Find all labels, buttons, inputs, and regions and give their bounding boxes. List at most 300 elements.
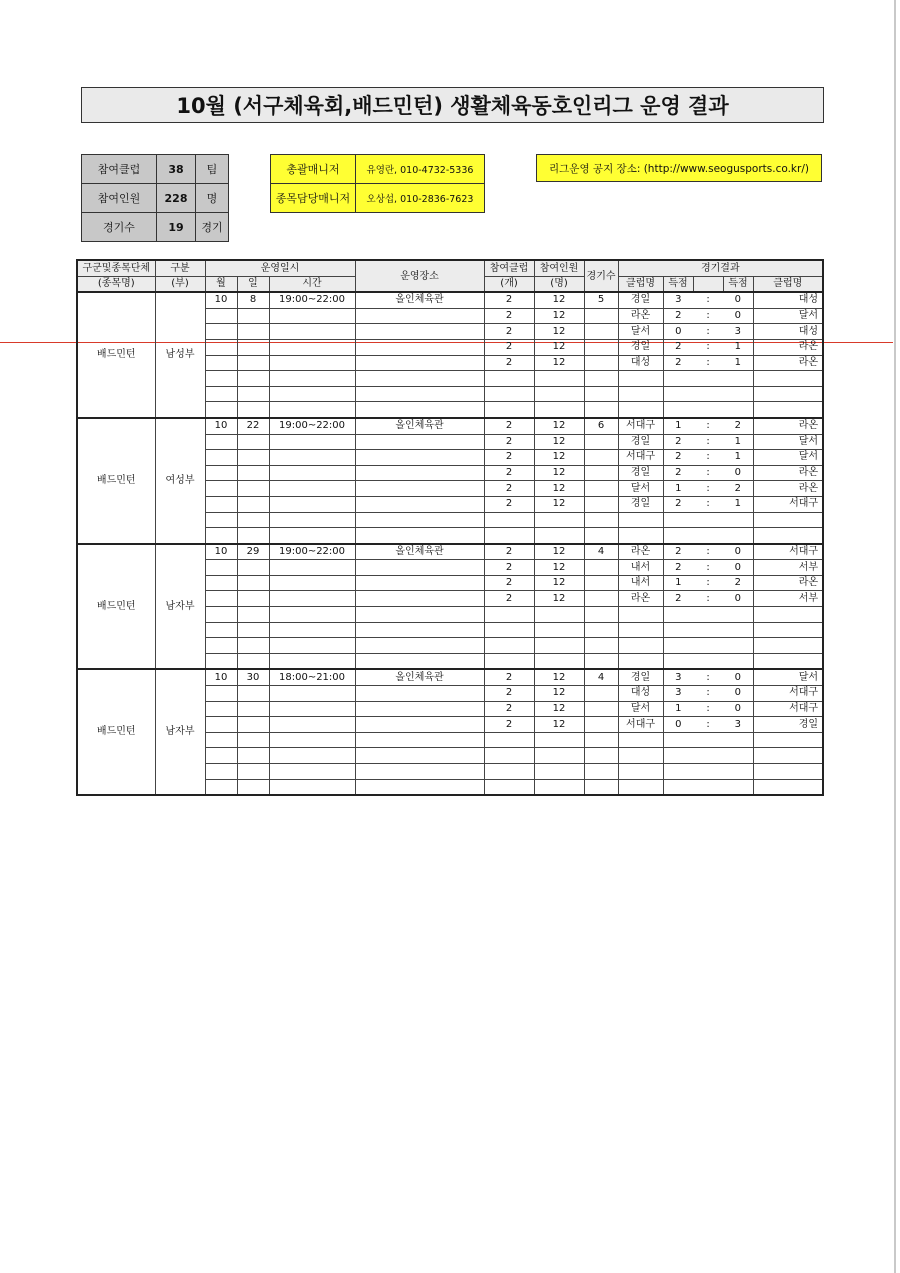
- score-cell: [663, 402, 693, 418]
- games-cell: [584, 560, 618, 576]
- venue-cell: [355, 560, 484, 576]
- people-cell: [534, 764, 584, 780]
- month-cell: [205, 686, 237, 702]
- games-cell: [584, 622, 618, 638]
- score-separator: [693, 622, 723, 638]
- games-cell: [584, 686, 618, 702]
- month-cell: [205, 717, 237, 733]
- score-cell: [663, 386, 693, 402]
- time-cell: 18:00~21:00: [269, 669, 355, 685]
- club-name-cell-2: [753, 512, 823, 528]
- manager-role: 총괄매니저: [271, 155, 356, 184]
- header-people-sub: (명): [534, 276, 584, 292]
- score-separator: :: [693, 575, 723, 591]
- club-name-cell: 내서: [618, 560, 663, 576]
- club-name-cell: [618, 748, 663, 764]
- month-cell: [205, 638, 237, 654]
- clubs-cell: 2: [484, 701, 534, 717]
- day-cell: 22: [237, 418, 269, 434]
- score-separator: :: [693, 324, 723, 340]
- score-cell: [723, 371, 753, 387]
- clubs-cell: 2: [484, 355, 534, 371]
- score-cell: 1: [663, 481, 693, 497]
- score-cell: 0: [723, 544, 753, 560]
- club-name-cell-2: 라온: [753, 465, 823, 481]
- result-group: [77, 669, 823, 795]
- people-cell: 12: [534, 465, 584, 481]
- club-name-cell-2: 서부: [753, 560, 823, 576]
- venue-cell: [355, 371, 484, 387]
- month-cell: [205, 560, 237, 576]
- score-cell: 0: [663, 324, 693, 340]
- time-cell: [269, 450, 355, 466]
- score-separator: :: [693, 481, 723, 497]
- result-group: [77, 418, 823, 544]
- people-cell: 12: [534, 292, 584, 308]
- people-cell: 12: [534, 591, 584, 607]
- games-cell: [584, 591, 618, 607]
- score-cell: 3: [723, 717, 753, 733]
- sport-cell: 배드민턴: [77, 544, 155, 670]
- scan-edge: [894, 0, 896, 1273]
- games-cell: [584, 496, 618, 512]
- month-cell: [205, 339, 237, 355]
- venue-cell: [355, 779, 484, 795]
- header-people: 참여인원: [534, 260, 584, 276]
- header-org: 구군및종목단체: [77, 260, 155, 276]
- games-cell: 4: [584, 669, 618, 685]
- people-cell: 12: [534, 450, 584, 466]
- sport-cell: 배드민턴: [77, 669, 155, 795]
- stat-row: [82, 213, 229, 242]
- score-cell: [723, 764, 753, 780]
- venue-cell: 올인체육관: [355, 418, 484, 434]
- month-cell: 10: [205, 669, 237, 685]
- time-cell: [269, 434, 355, 450]
- header-club-name: 클럽명: [618, 276, 663, 292]
- club-name-cell-2: 라온: [753, 418, 823, 434]
- month-cell: [205, 622, 237, 638]
- clubs-cell: [484, 512, 534, 528]
- month-cell: [205, 607, 237, 623]
- day-cell: [237, 717, 269, 733]
- score-cell: 3: [663, 669, 693, 685]
- venue-cell: [355, 764, 484, 780]
- stat-row: [82, 155, 229, 184]
- clubs-cell: 2: [484, 450, 534, 466]
- games-cell: [584, 402, 618, 418]
- time-cell: [269, 591, 355, 607]
- games-cell: [584, 371, 618, 387]
- day-cell: [237, 607, 269, 623]
- day-cell: [237, 371, 269, 387]
- clubs-cell: 2: [484, 465, 534, 481]
- day-cell: [237, 686, 269, 702]
- score-cell: 0: [723, 560, 753, 576]
- score-separator: [693, 748, 723, 764]
- score-cell: [723, 622, 753, 638]
- games-cell: [584, 355, 618, 371]
- club-name-cell: 경일: [618, 339, 663, 355]
- day-cell: [237, 402, 269, 418]
- score-cell: [663, 764, 693, 780]
- score-cell: [723, 748, 753, 764]
- score-cell: 0: [723, 465, 753, 481]
- people-cell: 12: [534, 418, 584, 434]
- stat-value: 228: [157, 184, 196, 213]
- time-cell: [269, 465, 355, 481]
- stat-value: 19: [157, 213, 196, 242]
- venue-cell: [355, 324, 484, 340]
- games-cell: [584, 308, 618, 324]
- month-cell: [205, 386, 237, 402]
- games-cell: [584, 607, 618, 623]
- header-day: 일: [237, 276, 269, 292]
- club-name-cell: 대성: [618, 686, 663, 702]
- venue-cell: [355, 591, 484, 607]
- games-cell: [584, 638, 618, 654]
- score-cell: [663, 528, 693, 544]
- day-cell: [237, 575, 269, 591]
- club-name-cell: [618, 528, 663, 544]
- day-cell: [237, 465, 269, 481]
- venue-cell: [355, 512, 484, 528]
- games-cell: [584, 748, 618, 764]
- day-cell: [237, 355, 269, 371]
- clubs-cell: 2: [484, 496, 534, 512]
- score-separator: :: [693, 717, 723, 733]
- day-cell: [237, 481, 269, 497]
- score-separator: [693, 528, 723, 544]
- table-row: [77, 418, 823, 434]
- games-cell: [584, 653, 618, 669]
- score-cell: 0: [723, 292, 753, 308]
- venue-cell: [355, 434, 484, 450]
- score-cell: 2: [723, 418, 753, 434]
- time-cell: [269, 481, 355, 497]
- people-cell: [534, 386, 584, 402]
- day-cell: [237, 339, 269, 355]
- club-name-cell-2: [753, 622, 823, 638]
- clubs-cell: [484, 764, 534, 780]
- games-cell: [584, 764, 618, 780]
- venue-cell: [355, 339, 484, 355]
- club-name-cell-2: [753, 653, 823, 669]
- month-cell: [205, 764, 237, 780]
- day-cell: [237, 560, 269, 576]
- club-name-cell: 라온: [618, 544, 663, 560]
- score-separator: :: [693, 450, 723, 466]
- time-cell: [269, 496, 355, 512]
- clubs-cell: 2: [484, 324, 534, 340]
- time-cell: [269, 560, 355, 576]
- stat-value: 38: [157, 155, 196, 184]
- score-separator: [693, 371, 723, 387]
- header-month: 월: [205, 276, 237, 292]
- club-name-cell-2: 달서: [753, 434, 823, 450]
- time-cell: [269, 512, 355, 528]
- people-cell: 12: [534, 355, 584, 371]
- score-cell: 3: [663, 686, 693, 702]
- score-cell: [663, 622, 693, 638]
- games-cell: [584, 465, 618, 481]
- month-cell: [205, 653, 237, 669]
- clubs-cell: 2: [484, 339, 534, 355]
- venue-cell: [355, 607, 484, 623]
- score-separator: [693, 607, 723, 623]
- people-cell: 12: [534, 544, 584, 560]
- score-cell: 2: [723, 481, 753, 497]
- games-cell: [584, 575, 618, 591]
- score-cell: 1: [663, 575, 693, 591]
- games-cell: [584, 450, 618, 466]
- venue-cell: [355, 717, 484, 733]
- score-cell: [663, 653, 693, 669]
- day-cell: [237, 324, 269, 340]
- month-cell: [205, 496, 237, 512]
- score-separator: :: [693, 544, 723, 560]
- header-venue: 운영장소: [355, 260, 484, 292]
- score-cell: [723, 732, 753, 748]
- people-cell: [534, 402, 584, 418]
- manager-role: 종목담당매니저: [271, 184, 356, 213]
- score-cell: 3: [723, 324, 753, 340]
- time-cell: [269, 779, 355, 795]
- people-cell: [534, 779, 584, 795]
- clubs-cell: 2: [484, 717, 534, 733]
- stat-label: 참여인원: [82, 184, 157, 213]
- score-separator: [693, 402, 723, 418]
- month-cell: [205, 308, 237, 324]
- score-cell: 0: [723, 701, 753, 717]
- venue-cell: [355, 638, 484, 654]
- month-cell: [205, 465, 237, 481]
- time-cell: [269, 653, 355, 669]
- club-name-cell-2: 서대구: [753, 686, 823, 702]
- club-name-cell-2: 달서: [753, 669, 823, 685]
- score-cell: [663, 512, 693, 528]
- day-cell: [237, 434, 269, 450]
- clubs-cell: [484, 386, 534, 402]
- club-name-cell: [618, 512, 663, 528]
- club-name-cell-2: 대성: [753, 324, 823, 340]
- club-name-cell-2: [753, 402, 823, 418]
- club-name-cell: 경일: [618, 292, 663, 308]
- time-cell: [269, 339, 355, 355]
- venue-cell: [355, 496, 484, 512]
- score-separator: :: [693, 465, 723, 481]
- day-cell: [237, 748, 269, 764]
- manager-contact: 유영란, 010-4732-5336: [356, 155, 485, 184]
- stat-label: 참여클럽: [82, 155, 157, 184]
- club-name-cell-2: 달서: [753, 450, 823, 466]
- month-cell: [205, 528, 237, 544]
- club-name-cell: 대성: [618, 355, 663, 371]
- club-name-cell-2: [753, 386, 823, 402]
- time-cell: [269, 622, 355, 638]
- games-cell: [584, 386, 618, 402]
- sport-cell: 배드민턴: [77, 418, 155, 544]
- club-name-cell-2: 대성: [753, 292, 823, 308]
- clubs-cell: [484, 779, 534, 795]
- club-name-cell: [618, 607, 663, 623]
- clubs-cell: 2: [484, 560, 534, 576]
- club-name-cell-2: [753, 764, 823, 780]
- people-cell: [534, 732, 584, 748]
- club-name-cell-2: [753, 732, 823, 748]
- day-cell: [237, 764, 269, 780]
- people-cell: [534, 371, 584, 387]
- day-cell: [237, 653, 269, 669]
- day-cell: [237, 450, 269, 466]
- clubs-cell: [484, 607, 534, 623]
- time-cell: [269, 402, 355, 418]
- club-name-cell-2: 라온: [753, 481, 823, 497]
- venue-cell: [355, 386, 484, 402]
- time-cell: [269, 355, 355, 371]
- month-cell: 10: [205, 292, 237, 308]
- time-cell: [269, 371, 355, 387]
- club-name-cell: [618, 653, 663, 669]
- header-division: 구분: [155, 260, 205, 276]
- club-name-cell-2: [753, 638, 823, 654]
- club-name-cell: [618, 386, 663, 402]
- score-cell: 2: [663, 591, 693, 607]
- games-cell: [584, 434, 618, 450]
- venue-cell: [355, 686, 484, 702]
- header-row: [77, 260, 823, 276]
- results-table: [76, 259, 824, 796]
- club-name-cell: 달서: [618, 324, 663, 340]
- club-name-cell: 서대구: [618, 418, 663, 434]
- header-clubs: 참여클럽: [484, 260, 534, 276]
- people-cell: [534, 607, 584, 623]
- month-cell: [205, 481, 237, 497]
- club-name-cell-2: [753, 607, 823, 623]
- manager-row: [271, 184, 485, 213]
- people-cell: [534, 512, 584, 528]
- table-row: [77, 669, 823, 685]
- month-cell: [205, 701, 237, 717]
- games-cell: [584, 512, 618, 528]
- games-cell: [584, 339, 618, 355]
- sport-cell: 배드민턴: [77, 292, 155, 418]
- month-cell: [205, 779, 237, 795]
- club-name-cell: [618, 638, 663, 654]
- clubs-cell: 2: [484, 591, 534, 607]
- club-name-cell-2: 서대구: [753, 496, 823, 512]
- club-name-cell-2: 라온: [753, 575, 823, 591]
- score-cell: [663, 371, 693, 387]
- games-cell: [584, 779, 618, 795]
- score-separator: :: [693, 686, 723, 702]
- score-cell: 1: [723, 450, 753, 466]
- people-cell: 12: [534, 717, 584, 733]
- time-cell: [269, 638, 355, 654]
- club-name-cell: 내서: [618, 575, 663, 591]
- month-cell: [205, 450, 237, 466]
- time-cell: [269, 528, 355, 544]
- stat-unit: 팀: [196, 155, 229, 184]
- time-cell: [269, 764, 355, 780]
- score-cell: 1: [723, 355, 753, 371]
- score-cell: 1: [723, 434, 753, 450]
- score-separator: :: [693, 308, 723, 324]
- score-cell: [723, 638, 753, 654]
- clubs-cell: [484, 402, 534, 418]
- day-cell: 8: [237, 292, 269, 308]
- club-name-cell: 서대구: [618, 450, 663, 466]
- people-cell: [534, 622, 584, 638]
- venue-cell: [355, 355, 484, 371]
- time-cell: [269, 717, 355, 733]
- score-cell: [663, 638, 693, 654]
- score-cell: 0: [723, 591, 753, 607]
- day-cell: 30: [237, 669, 269, 685]
- club-name-cell: 경일: [618, 465, 663, 481]
- score-cell: [723, 386, 753, 402]
- people-cell: [534, 638, 584, 654]
- games-cell: 6: [584, 418, 618, 434]
- club-name-cell: 경일: [618, 669, 663, 685]
- day-cell: [237, 308, 269, 324]
- club-name-cell: [618, 622, 663, 638]
- people-cell: [534, 653, 584, 669]
- venue-cell: [355, 732, 484, 748]
- clubs-cell: [484, 748, 534, 764]
- games-cell: 5: [584, 292, 618, 308]
- division-cell: 남성부: [155, 292, 205, 418]
- score-cell: 2: [663, 465, 693, 481]
- clubs-cell: [484, 732, 534, 748]
- time-cell: [269, 732, 355, 748]
- day-cell: [237, 779, 269, 795]
- club-name-cell-2: 라온: [753, 355, 823, 371]
- clubs-cell: 2: [484, 292, 534, 308]
- clubs-cell: 2: [484, 481, 534, 497]
- day-cell: [237, 386, 269, 402]
- clubs-cell: 2: [484, 434, 534, 450]
- score-cell: 2: [663, 544, 693, 560]
- header-result: 경기결과: [618, 260, 823, 276]
- day-cell: [237, 528, 269, 544]
- score-separator: :: [693, 496, 723, 512]
- score-cell: 2: [663, 308, 693, 324]
- venue-cell: 올인체육관: [355, 544, 484, 560]
- club-name-cell: [618, 371, 663, 387]
- day-cell: [237, 496, 269, 512]
- time-cell: [269, 607, 355, 623]
- games-cell: [584, 732, 618, 748]
- people-cell: 12: [534, 701, 584, 717]
- day-cell: 29: [237, 544, 269, 560]
- division-cell: 남자부: [155, 669, 205, 795]
- score-cell: 0: [723, 308, 753, 324]
- result-group: [77, 544, 823, 670]
- games-cell: [584, 701, 618, 717]
- score-separator: :: [693, 418, 723, 434]
- clubs-cell: [484, 371, 534, 387]
- score-cell: 2: [723, 575, 753, 591]
- club-name-cell: 달서: [618, 481, 663, 497]
- people-cell: 12: [534, 324, 584, 340]
- manager-row: [271, 155, 485, 184]
- page-title: 10월 (서구체육회,배드민턴) 생활체육동호인리그 운영 결과: [81, 87, 824, 123]
- table-row: [77, 544, 823, 560]
- score-separator: :: [693, 669, 723, 685]
- header-time: 시간: [269, 276, 355, 292]
- score-cell: 2: [663, 339, 693, 355]
